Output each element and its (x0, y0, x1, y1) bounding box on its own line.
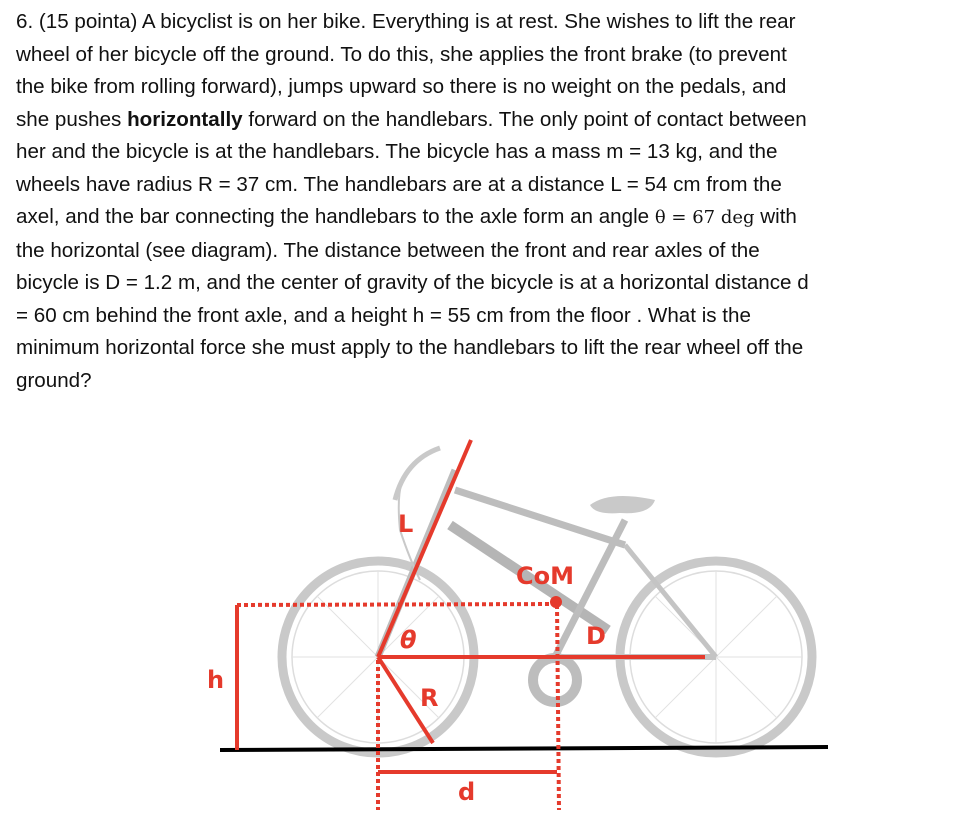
label-R: R (420, 684, 439, 712)
text: axel, and the bar connecting the handlebars to the axle form an angle (16, 205, 655, 228)
label-L: L (398, 510, 414, 538)
problem-line: 6. (15 pointa) A bicyclist is on her bike. Everything is at rest. She wishes to lift the rear (16, 10, 796, 33)
text: with (754, 205, 797, 228)
problem-line: the bike from rolling forward), jumps upward so there is no weight on the pedals, and (16, 75, 787, 98)
label-theta: θ (400, 626, 417, 654)
label-d: d (458, 778, 476, 806)
label-h: h (207, 666, 225, 694)
bold-word: horizontally (127, 107, 243, 131)
label-com: CoM (516, 562, 574, 590)
problem-line: wheel of her bicycle off the ground. To do this, she applies the front brake (to prevent (16, 42, 787, 66)
problem-line: = 60 cm behind the front axle, and a height h = 55 cm from the floor . What is the (16, 303, 751, 327)
problem-line: the horizontal (see diagram). The distance between the front and rear axles of the (16, 238, 760, 262)
problem-line: her and the bicycle is at the handlebars. The bicycle has a mass m = 13 kg, and the (16, 140, 778, 163)
text: forward on the handlebars. The only point of contact between (242, 107, 807, 131)
angle-expression: θ = 67 deg (654, 207, 755, 228)
problem-line: ground? (16, 368, 92, 392)
problem-line: minimum horizontal force she must apply to the handlebars to lift the rear wheel off the (16, 336, 804, 359)
com-dot (550, 596, 562, 608)
label-D: D (586, 622, 606, 650)
bicycle-image (282, 448, 812, 753)
problem-line: wheels have radius R = 37 cm. The handlebars are at a distance L = 54 cm from the (16, 172, 782, 196)
com-vertical-dotted (557, 605, 559, 810)
problem-line: bicycle is D = 1.2 m, and the center of gravity of the bicycle is at a horizontal distance d (16, 271, 809, 294)
text: she pushes (16, 107, 128, 131)
